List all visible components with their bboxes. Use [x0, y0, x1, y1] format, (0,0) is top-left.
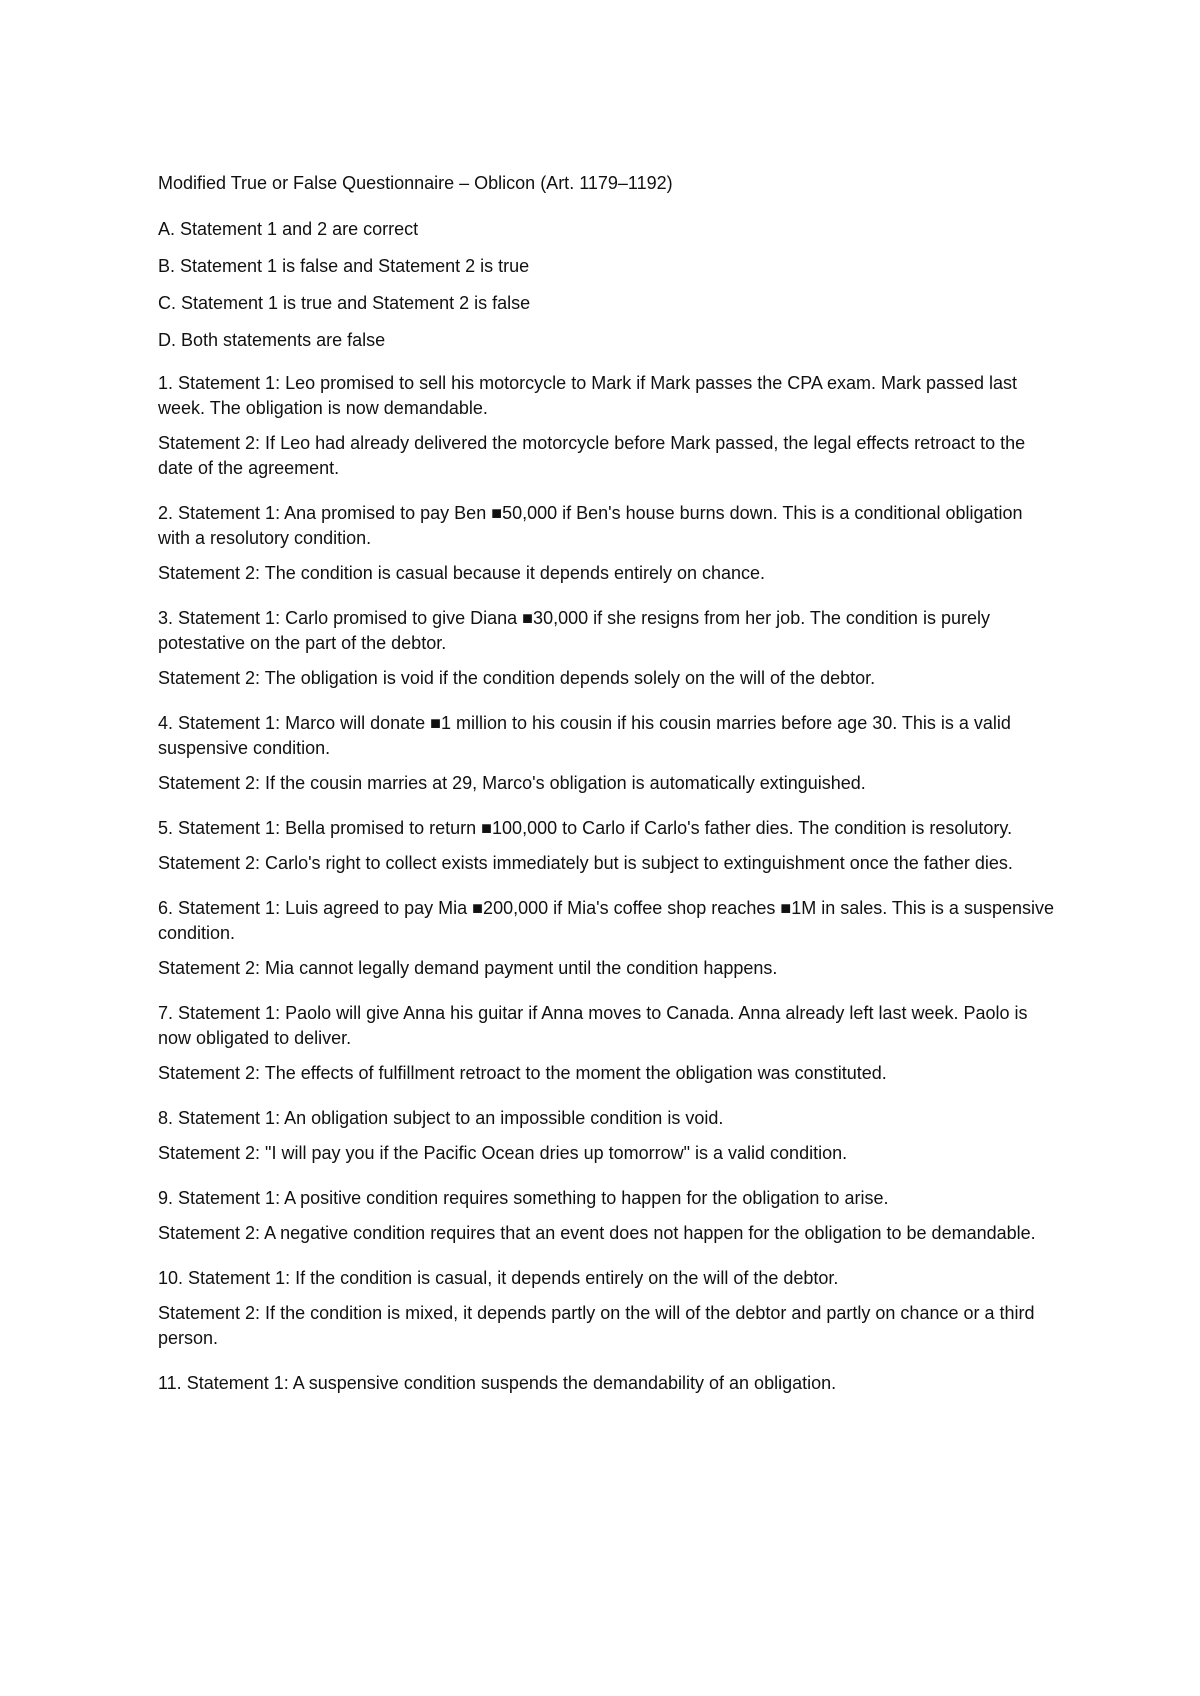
question-10-statement-2: Statement 2: If the condition is mixed, it depends partly on the will of the debtor and partly on chance or a third person. — [158, 1303, 1035, 1348]
question-7-statement-2: Statement 2: The effects of fulfillment retroact to the moment the obligation was constituted. — [158, 1063, 887, 1083]
question-3-statement-2: Statement 2: The obligation is void if the condition depends solely on the will of the debtor. — [158, 668, 876, 688]
question-1-statement-1: 1. Statement 1: Leo promised to sell his motorcycle to Mark if Mark passes the CPA exam. Mark passed last week. The obligation is now demandable. — [158, 373, 1018, 418]
question-4-statement-2: Statement 2: If the cousin marries at 29, Marco's obligation is automatically extinguished. — [158, 773, 866, 793]
question-6 — [158, 896, 1058, 981]
question-1 — [158, 371, 1058, 481]
question-3-statement-1: 3. Statement 1: Carlo promised to give Diana ■30,000 if she resigns from her job. The condition is purely potestative on the part of the debtor. — [158, 608, 990, 653]
question-6-statement-2: Statement 2: Mia cannot legally demand payment until the condition happens. — [158, 958, 778, 978]
question-2-statement-1: 2. Statement 1: Ana promised to pay Ben ■50,000 if Ben's house burns down. This is a conditional obligation with a resolutory condition. — [158, 503, 1023, 548]
question-4-statement-1: 4. Statement 1: Marco will donate ■1 million to his cousin if his cousin marries before age 30. This is a valid suspensive condition. — [158, 713, 1011, 758]
question-6-statement-1: 6. Statement 1: Luis agreed to pay Mia ■200,000 if Mia's coffee shop reaches ■1M in sales. This is a suspensive condition. — [158, 898, 1055, 943]
question-5-statement-2: Statement 2: Carlo's right to collect exists immediately but is subject to extinguishment once the father dies. — [158, 853, 1013, 873]
question-11 — [158, 1371, 1058, 1396]
question-10 — [158, 1266, 1058, 1351]
document-title: Modified True or False Questionnaire – Oblicon (Art. 1179–1192) — [158, 173, 673, 193]
question-8-statement-1: 8. Statement 1: An obligation subject to an impossible condition is void. — [158, 1108, 724, 1128]
question-11-statement-1: 11. Statement 1: A suspensive condition suspends the demandability of an obligation. — [158, 1373, 837, 1393]
choice-b: B. Statement 1 is false and Statement 2 is true — [158, 256, 530, 276]
answer-choices — [158, 216, 1058, 353]
question-4 — [158, 711, 1058, 796]
question-1-statement-2: Statement 2: If Leo had already delivered the motorcycle before Mark passed, the legal effects retroact to the date of the agreement. — [158, 433, 1026, 478]
question-3 — [158, 606, 1058, 691]
question-5 — [158, 816, 1058, 876]
question-8-statement-2: Statement 2: "I will pay you if the Pacific Ocean dries up tomorrow" is a valid condition. — [158, 1143, 848, 1163]
question-10-statement-1: 10. Statement 1: If the condition is casual, it depends entirely on the will of the debtor. — [158, 1268, 839, 1288]
choice-a: A. Statement 1 and 2 are correct — [158, 219, 419, 239]
question-5-statement-1: 5. Statement 1: Bella promised to return ■100,000 to Carlo if Carlo's father dies. The condition is resolutory. — [158, 818, 1013, 838]
question-2 — [158, 501, 1058, 586]
question-2-statement-2: Statement 2: The condition is casual because it depends entirely on chance. — [158, 563, 766, 583]
question-7 — [158, 1001, 1058, 1086]
document-page — [158, 170, 1058, 1416]
question-9-statement-2: Statement 2: A negative condition requires that an event does not happen for the obligation to be demandable. — [158, 1223, 1036, 1243]
question-7-statement-1: 7. Statement 1: Paolo will give Anna his guitar if Anna moves to Canada. Anna already left last week. Paolo is now obligated to deliver. — [158, 1003, 1028, 1048]
choice-d: D. Both statements are false — [158, 330, 386, 350]
question-8 — [158, 1106, 1058, 1166]
question-9 — [158, 1186, 1058, 1246]
question-9-statement-1: 9. Statement 1: A positive condition requires something to happen for the obligation to arise. — [158, 1188, 889, 1208]
choice-c: C. Statement 1 is true and Statement 2 is false — [158, 293, 531, 313]
